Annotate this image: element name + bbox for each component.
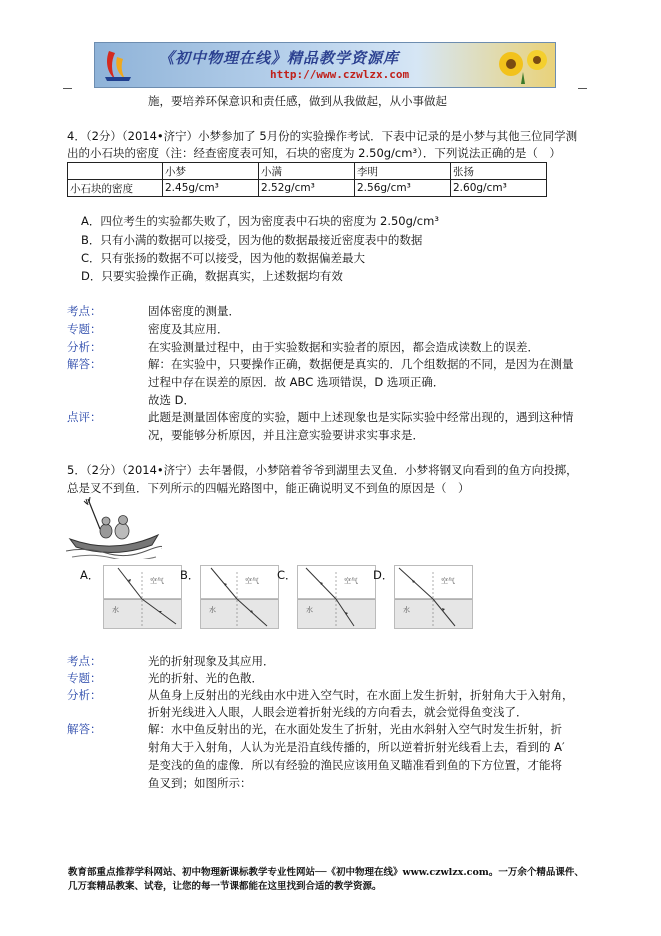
table-header-row xyxy=(68,163,547,180)
table-header-cell: 张扬 xyxy=(451,163,547,180)
q4-zhuanti-text: 密度及其应用． xyxy=(148,322,229,336)
q5-jieda-line2: 射角大于入射角，人认为光是沿直线传播的，所以逆着折射光线看上去，看到的 A′ xyxy=(148,740,565,754)
diagram-letter-b: B． xyxy=(180,568,200,582)
table-header-cell: 李明 xyxy=(355,163,451,180)
table-header-cell: 小满 xyxy=(259,163,355,180)
q5-title-line2: 总是叉不到鱼．下列所示的四幅光路图中，能正确说明叉不到鱼的原因是（ ） xyxy=(67,481,470,495)
q5-fenxi-line1: 从鱼身上反射出的光线由水中进入空气时，在水面上发生折射，折射角大于入射角， xyxy=(148,688,574,702)
q4-kaodian-label: 考点： xyxy=(67,304,102,318)
water-label: 水 xyxy=(209,606,216,614)
water-label: 水 xyxy=(306,606,313,614)
light-path-b-icon xyxy=(201,566,278,628)
diagram-b[interactable] xyxy=(200,565,279,629)
table-cell: 2.60g/cm³ xyxy=(451,180,547,197)
q5-kaodian-label: 考点： xyxy=(67,654,102,668)
water-label: 水 xyxy=(112,606,119,614)
diagram-d[interactable] xyxy=(394,565,473,629)
q4-title-line1: 4．（2分）（2014•济宁）小梦参加了 5月份的实验操作考试．下表中记录的是小梦与其他三位同学测 xyxy=(67,129,578,143)
header-banner xyxy=(94,42,556,88)
footer-line2: 几万套精品教案、试卷，让您的每一节课都能在这里找到合适的教学资源。 xyxy=(68,881,382,892)
q5-zhuanti-text: 光的折射、光的色散． xyxy=(148,671,263,685)
air-label: 空气 xyxy=(245,577,259,585)
table-row-label: 小石块的密度 xyxy=(68,180,163,197)
light-path-a-icon xyxy=(104,566,181,628)
density-table xyxy=(67,162,547,197)
q4-title-line2: 出的小石块的密度（注：经查密度表可知，石块的密度为 2.50g/cm³）．下列说法正确的是（ ） xyxy=(67,146,561,160)
q4-jieda-line1: 解：在实验中，只要操作正确，数据便是真实的．几个组数据的不同，是因为在测量 xyxy=(148,357,574,371)
q4-fenxi-text: 在实验测量过程中，由于实验数据和实验者的原因，都会造成读数上的误差． xyxy=(148,340,539,354)
q4-jieda-line2: 过程中存在误差的原因．故 ABC 选项错误，D 选项正确． xyxy=(148,375,445,389)
air-label: 空气 xyxy=(441,577,455,585)
q5-jieda-line4: 鱼叉到；如图所示： xyxy=(148,776,252,790)
q4-jieda-label: 解答： xyxy=(67,357,102,371)
banner-url[interactable]: http://www.czwlzx.com xyxy=(270,68,410,81)
q4-kaodian-text: 固体密度的测量． xyxy=(148,304,240,318)
table-row xyxy=(68,180,547,197)
diagram-letter-d: D． xyxy=(373,568,394,582)
continued-text: 施，要培养环保意识和责任感，做到从我做起，从小事做起 xyxy=(148,94,447,108)
diagram-a[interactable] xyxy=(103,565,182,629)
header-rule-right xyxy=(578,88,587,89)
table-header-cell xyxy=(68,163,163,180)
q4-dianping-label: 点评： xyxy=(67,410,102,424)
diagram-c[interactable] xyxy=(297,565,376,629)
banner-title: 《初中物理在线》精品教学资源库 xyxy=(159,49,400,67)
q4-option-d: D．只要实验操作正确，数据真实，上述数据均有效 xyxy=(81,269,343,283)
q4-option-b: B．只有小满的数据可以接受，因为他的数据最接近密度表中的数据 xyxy=(81,233,423,247)
q5-kaodian-text: 光的折射现象及其应用． xyxy=(148,654,275,668)
q5-jieda-line1: 解：水中鱼反射出的光，在水面处发生了折射，光由水斜射入空气时发生折射，折 xyxy=(148,722,562,736)
table-cell: 2.45g/cm³ xyxy=(163,180,259,197)
q4-jieda-line3: 故选 D． xyxy=(148,393,196,407)
q5-title-line1: 5．（2分）（2014•济宁）去年暑假，小梦陪着爷爷到湖里去叉鱼．小梦将钢叉向看到的鱼方向投掷， xyxy=(67,463,578,477)
q4-zhuanti-label: 专题： xyxy=(67,322,102,336)
q5-fenxi-line2: 折射光线进入人眼，人眼会逆着折射光线的方向看去，就会觉得鱼变浅了． xyxy=(148,705,528,719)
page-footer xyxy=(68,866,584,894)
q4-dianping-line1: 此题是测量固体密度的实验，题中上述现象也是实际实验中经常出现的，遇到这种情 xyxy=(148,410,574,424)
q4-option-a: A．四位考生的实验都失败了，因为密度表中石块的密度为 2.50g/cm³ xyxy=(81,214,439,228)
air-label: 空气 xyxy=(344,577,358,585)
fishing-boat-illustration xyxy=(66,497,162,559)
table-cell: 2.56g/cm³ xyxy=(355,180,451,197)
sunflower-icon xyxy=(491,46,551,84)
table-cell: 2.52g/cm³ xyxy=(259,180,355,197)
light-path-d-icon xyxy=(395,566,472,628)
light-path-c-icon xyxy=(298,566,375,628)
diagram-letter-c: C． xyxy=(277,568,297,582)
q4-dianping-line2: 况，要能够分析原因，并且注意实验要讲求实事求是． xyxy=(148,428,424,442)
footer-line1: 教育部重点推荐学科网站、初中物理新课标教学专业性网站──《初中物理在线》www.czwlzx.com。一万余个精品课件、 xyxy=(68,867,584,878)
site-logo-icon xyxy=(101,47,135,83)
q5-zhuanti-label: 专题： xyxy=(67,671,102,685)
q4-option-c: C．只有张扬的数据不可以接受，因为他的数据偏差最大 xyxy=(81,251,366,265)
q5-fenxi-label: 分析： xyxy=(67,688,102,702)
header-rule-left xyxy=(63,88,72,89)
air-label: 空气 xyxy=(150,577,164,585)
q5-jieda-line3: 是变浅的鱼的虚像．所以有经验的渔民应该用鱼叉瞄准看到鱼的下方位置，才能将 xyxy=(148,758,562,772)
q4-fenxi-label: 分析： xyxy=(67,340,102,354)
table-header-cell: 小梦 xyxy=(163,163,259,180)
diagram-letter-a: A． xyxy=(80,568,100,582)
q5-jieda-label: 解答： xyxy=(67,722,102,736)
water-label: 水 xyxy=(403,606,410,614)
